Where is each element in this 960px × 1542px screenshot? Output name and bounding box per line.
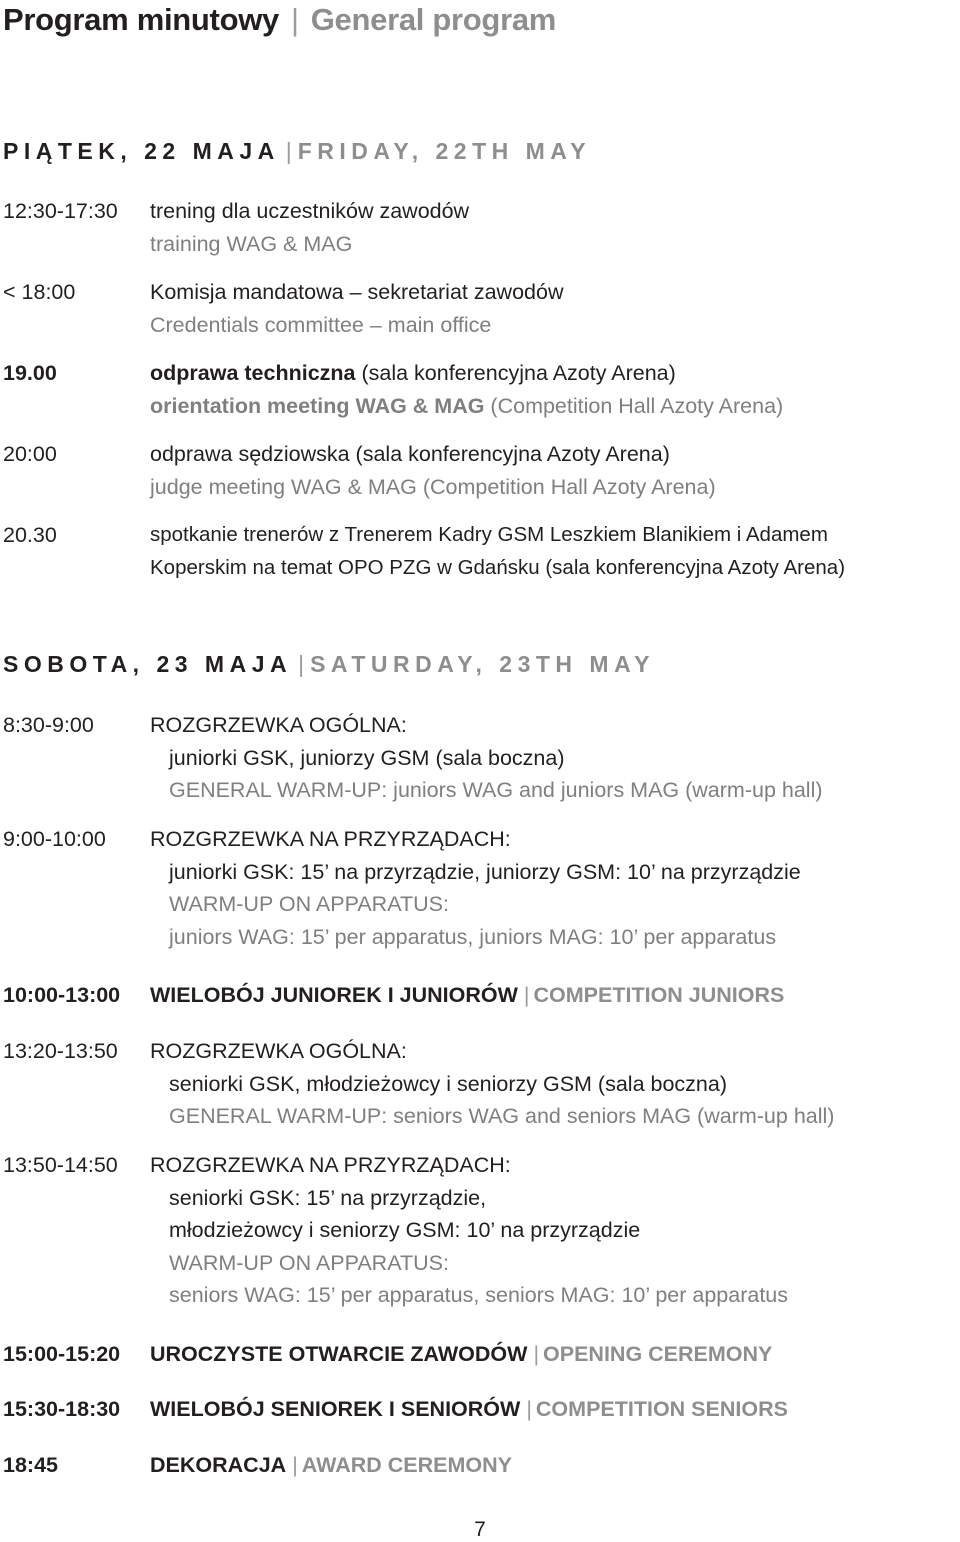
- description-english: AWARD CEREMONY: [301, 1453, 513, 1477]
- description-polish: DEKORACJA: [150, 1453, 287, 1477]
- description-polish-rest: (sala konferencyjna Azoty Arena): [355, 361, 676, 385]
- description-polish: UROCZYSTE OTWARCIE ZAWODÓW: [150, 1342, 528, 1366]
- schedule-description: [150, 195, 469, 260]
- title-separator: |: [290, 2, 299, 37]
- schedule-time: 20:00: [3, 442, 57, 466]
- description-polish: odprawa sędziowska (sala konferencyjna Azoty Arena): [150, 442, 670, 466]
- schedule-description: [150, 1149, 788, 1312]
- friday-heading-english: FRIDAY, 22TH MAY: [297, 138, 592, 164]
- schedule-description: [150, 357, 783, 422]
- schedule-time: < 18:00: [3, 280, 76, 304]
- description-separator: |: [533, 1342, 540, 1366]
- schedule-description: [150, 1035, 834, 1133]
- schedule-time: 20.30: [3, 523, 57, 547]
- schedule-time: 18:45: [3, 1453, 58, 1477]
- description-polish: ROZGRZEWKA OGÓLNA:: [150, 1039, 407, 1063]
- friday-heading: [3, 138, 591, 165]
- description-polish-bold: odprawa techniczna: [150, 361, 356, 385]
- description-polish: WIELOBÓJ SENIOREK I SENIORÓW: [150, 1397, 521, 1421]
- description-polish: WIELOBÓJ JUNIOREK I JUNIORÓW: [150, 983, 518, 1007]
- description-english-bold: orientation meeting WAG & MAG: [150, 393, 485, 418]
- description-polish: ROZGRZEWKA OGÓLNA:: [150, 713, 407, 737]
- description-line: Koperskim na temat OPO PZG w Gdańsku (sala konferencyjna Azoty Arena): [150, 555, 846, 579]
- friday-heading-polish: PIĄTEK, 22 MAJA: [3, 138, 280, 164]
- schedule-description: [150, 519, 845, 584]
- description-english-detail: juniors WAG: 15’ per apparatus, juniors MAG: 10’ per apparatus: [169, 924, 777, 949]
- description-english: COMPETITION JUNIORS: [533, 983, 785, 1007]
- title-polish: Program minutowy: [3, 2, 279, 37]
- saturday-heading-english: SATURDAY, 23TH MAY: [310, 651, 655, 677]
- description-english: judge meeting WAG & MAG (Competition Hall Azoty Arena): [150, 474, 716, 499]
- title-english: General program: [310, 2, 557, 37]
- description-polish: Komisja mandatowa – sekretariat zawodów: [150, 280, 564, 304]
- schedule-time: 13:20-13:50: [3, 1039, 118, 1063]
- description-english: GENERAL WARM-UP: juniors WAG and juniors MAG (warm-up hall): [169, 778, 823, 802]
- schedule-time: 12:30-17:30: [3, 199, 118, 223]
- friday-heading-separator: |: [285, 138, 292, 164]
- schedule-time: 19.00: [3, 361, 57, 385]
- description-line: spotkanie trenerów z Trenerem Kadry GSM Leszkiem Blanikiem i Adamem: [150, 523, 828, 546]
- description-polish-detail: juniorki GSK: 15’ na przyrządzie, juniorzy GSM: 10’ na przyrządzie: [169, 859, 801, 884]
- description-english-rest: (Competition Hall Azoty Arena): [484, 393, 784, 418]
- description-polish-detail: juniorki GSK, juniorzy GSM (sala boczna): [169, 745, 565, 770]
- page-number: 7: [474, 1518, 486, 1541]
- page-title: [3, 2, 556, 38]
- schedule-time: 13:50-14:50: [3, 1153, 118, 1177]
- description-english-detail: seniors WAG: 15’ per apparatus, seniors MAG: 10’ per apparatus: [169, 1283, 789, 1307]
- schedule-description: [150, 276, 563, 341]
- description-polish-detail: seniorki GSK, młodzieżowcy i seniorzy GSM (sala boczna): [169, 1071, 727, 1096]
- schedule-description: [150, 979, 784, 1012]
- description-separator: |: [292, 1453, 298, 1477]
- saturday-heading-separator: |: [298, 651, 305, 677]
- description-english: training WAG & MAG: [150, 231, 353, 256]
- schedule-time: 8:30-9:00: [3, 713, 94, 737]
- description-english: WARM-UP ON APPARATUS:: [169, 1250, 449, 1275]
- description-polish-detail: seniorki GSK: 15’ na przyrządzie,: [169, 1185, 487, 1210]
- schedule-time: 15:30-18:30: [3, 1397, 121, 1421]
- description-english: OPENING CEREMONY: [543, 1342, 773, 1366]
- description-english: [150, 390, 783, 423]
- schedule-time: 15:00-15:20: [3, 1342, 121, 1366]
- description-polish: [150, 357, 783, 390]
- schedule-description: [150, 1393, 788, 1426]
- saturday-heading: [3, 651, 655, 678]
- schedule-description: [150, 1338, 772, 1371]
- description-separator: |: [526, 1397, 532, 1421]
- description-english: Credentials committee – main office: [150, 312, 492, 337]
- description-separator: |: [523, 983, 530, 1007]
- schedule-description: [150, 1449, 512, 1482]
- description-polish: ROZGRZEWKA NA PRZYRZĄDACH:: [150, 1153, 511, 1177]
- description-english: GENERAL WARM-UP: seniors WAG and seniors MAG (warm-up hall): [169, 1104, 835, 1128]
- saturday-heading-polish: SOBOTA, 23 MAJA: [3, 651, 293, 677]
- schedule-description: [150, 438, 716, 503]
- description-english: COMPETITION SENIORS: [535, 1397, 788, 1421]
- description-english: WARM-UP ON APPARATUS:: [169, 892, 449, 916]
- description-polish: trening dla uczestników zawodów: [150, 199, 470, 223]
- description-polish-detail: młodzieżowcy i seniorzy GSM: 10’ na przyrządzie: [169, 1218, 641, 1242]
- schedule-time: 9:00-10:00: [3, 827, 106, 851]
- description-polish: ROZGRZEWKA NA PRZYRZĄDACH:: [150, 827, 511, 851]
- schedule-time: 10:00-13:00: [3, 983, 121, 1007]
- schedule-description: [150, 823, 801, 953]
- schedule-description: [150, 709, 823, 807]
